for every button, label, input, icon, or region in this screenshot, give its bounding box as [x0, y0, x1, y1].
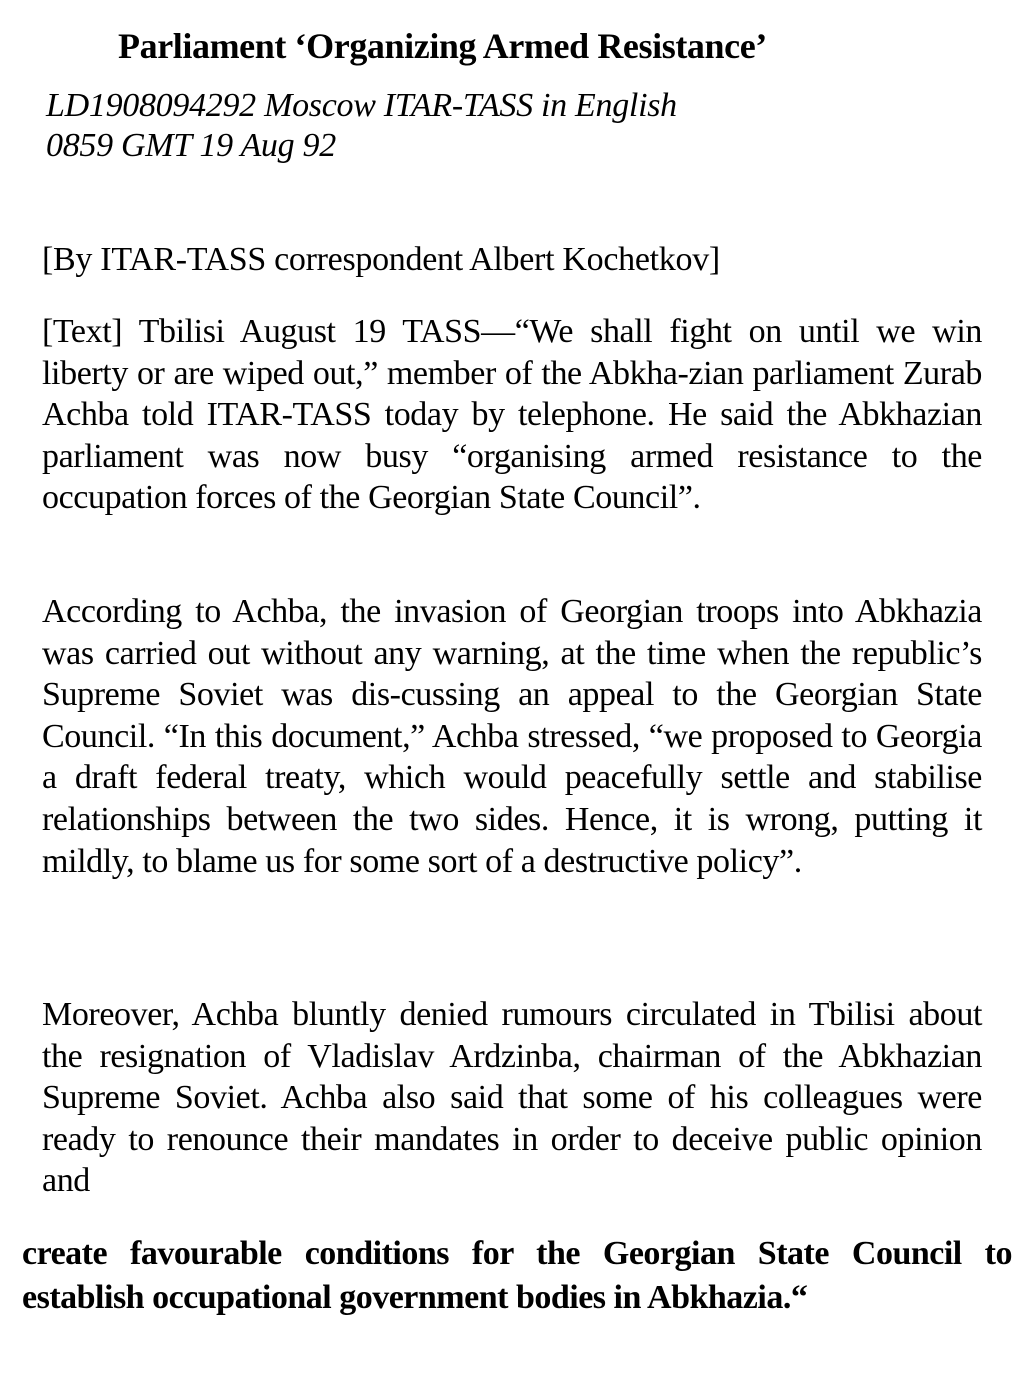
paragraph-2: According to Achba, the invasion of Georgian troops into Abkhazia was carried out without any warning, at the time when the republic’s Supreme Soviet was dis-cussing an appeal to the Georgian State Council. “In this document,” Achba stressed, “we proposed to Georgia a draft federal treaty, which would peacefully settle and stabilise relationships between the two sides. Hence, it is wrong, putting it mildly, to blame us for some sort of a destructive policy”.: [42, 593, 982, 880]
article-dateline: [46, 86, 946, 166]
dateline-source-line: LD1908094292 Moscow ITAR-TASS in English: [46, 87, 677, 124]
paragraph-4-continuation: create favourable conditions for the Georgian State Council to establish occupational government bodies in Abkhazia.“: [22, 1235, 1012, 1316]
article-headline: Parliament ‘Organizing Armed Resistance’: [118, 26, 767, 66]
dateline-time-line: 0859 GMT 19 Aug 92: [46, 127, 336, 164]
paragraph-1: [Text] Tbilisi August 19 TASS—“We shall fight on until we win liberty or are wiped out,” member of the Abkha-zian parliament Zurab Achba told ITAR-TASS today by telephone. He said the Abkhazian parliament was now busy “organising armed resistance to the occupation forces of the Georgian State Council”.: [42, 313, 982, 517]
article-byline: [By ITAR-TASS correspondent Albert Kochetkov]: [42, 241, 720, 278]
paragraph-3: Moreover, Achba bluntly denied rumours circulated in Tbilisi about the resignation of Vladislav Ardzinba, chairman of the Abkhazian Supreme Soviet. Achba also said that some of his colleagues were ready to renounce their mandates in order to deceive public opinion and: [42, 996, 982, 1200]
